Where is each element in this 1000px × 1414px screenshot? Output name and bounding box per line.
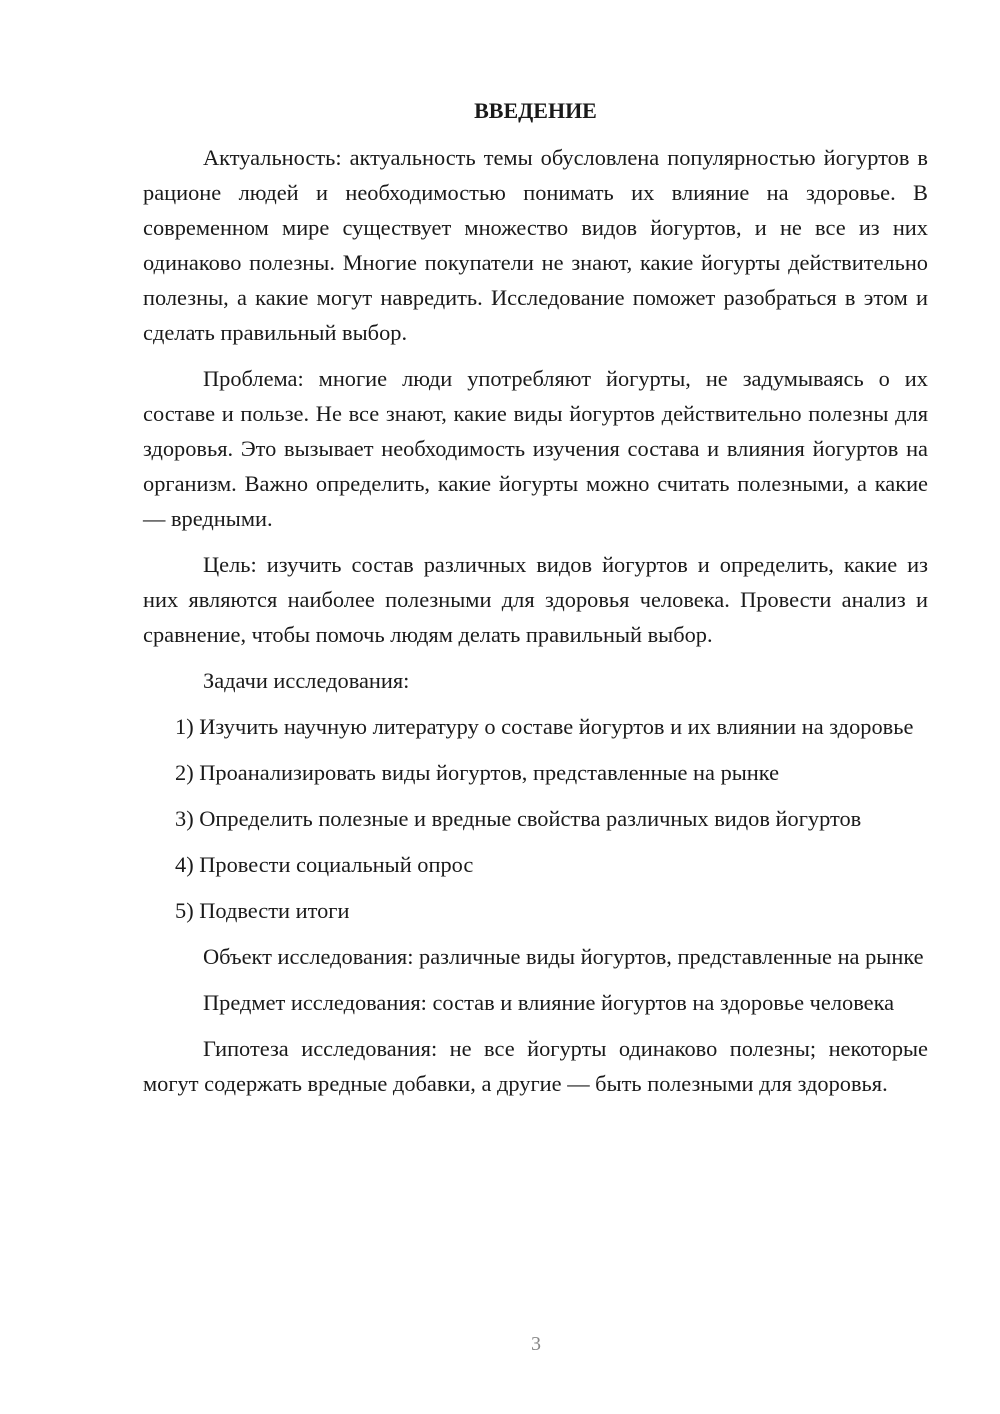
task-item: 3) Определить полезные и вредные свойства различных видов йогуртов xyxy=(175,806,862,831)
object-paragraph: Объект исследования: различные виды йогуртов, представленные на рынке xyxy=(203,944,924,969)
goal-paragraph: Цель: изучить состав различных видов йогуртов и определить, какие из них являются наиболее полезными для здоровья человека. Провести анализ и сравнение, чтобы помочь людям делать правильный выбор. xyxy=(143,552,928,647)
tasks-heading: Задачи исследования: xyxy=(203,668,410,693)
hypothesis-paragraph: Гипотеза исследования: не все йогурты одинаково полезны; некоторые могут содержать вредные добавки, а другие — быть полезными для здоровья. xyxy=(143,1036,928,1096)
task-item: 2) Проанализировать виды йогуртов, представленные на рынке xyxy=(175,760,780,785)
problem-paragraph: Проблема: многие люди употребляют йогурты, не задумываясь о их составе и пользе. Не все знают, какие виды йогуртов действительно полезны для здоровья. Это вызывает необходимость изучения состава и влияния йогуртов на организм. Важно определить, какие йогурты можно считать полезными, а какие — вредными. xyxy=(143,366,928,531)
relevance-paragraph: Актуальность: актуальность темы обусловлена популярностью йогуртов в рационе людей и необходимостью понимать их влияние на здоровье. В современном мире существует множество видов йогуртов, и не все из них одинаково полезны. Многие покупатели не знают, какие йогурты действительно полезны, а какие могут навредить. Исследование поможет разобраться в этом и сделать правильный выбор. xyxy=(143,145,928,345)
task-item: 5) Подвести итоги xyxy=(175,898,350,923)
subject-paragraph: Предмет исследования: состав и влияние йогуртов на здоровье человека xyxy=(203,990,895,1015)
task-item: 4) Провести социальный опрос xyxy=(175,852,474,877)
task-item: 1) Изучить научную литературу о составе йогуртов и их влиянии на здоровье xyxy=(175,714,914,739)
document-page xyxy=(143,96,928,1112)
section-title: ВВЕДЕНИЕ xyxy=(474,98,597,123)
page-number: 3 xyxy=(531,1333,541,1355)
